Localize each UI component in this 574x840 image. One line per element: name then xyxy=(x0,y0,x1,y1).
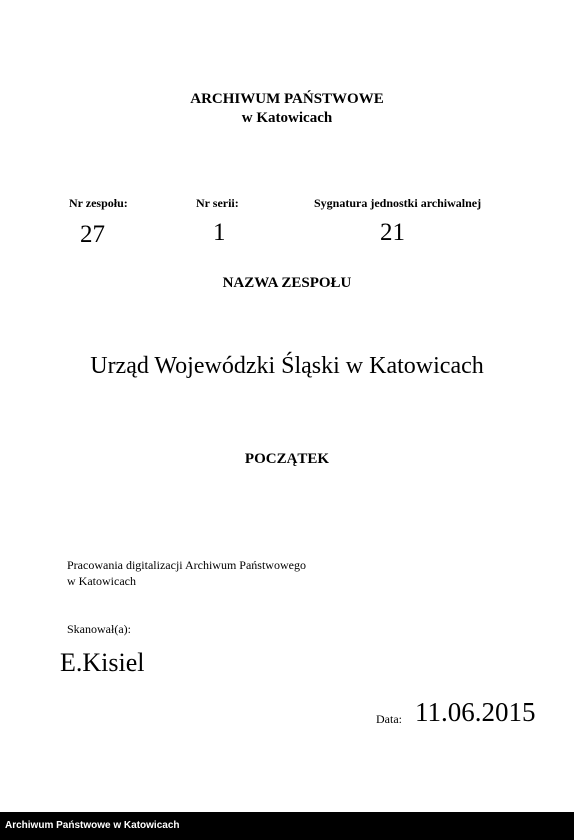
series-number-label: Nr serii: xyxy=(196,196,239,210)
scan-date: 11.06.2015 xyxy=(415,697,536,727)
fonds-number: 27 xyxy=(80,221,105,248)
fonds-name: Urząd Wojewódzki Śląski w Katowicach xyxy=(90,353,484,379)
signature-value: 21 xyxy=(380,219,405,246)
fonds-number-label: Nr zespołu: xyxy=(69,196,128,210)
section-marker: POCZĄTEK xyxy=(244,451,330,467)
scanned-by-name: E.Kisiel xyxy=(60,648,145,677)
footer-text: Archiwum Państwowe w Katowicach xyxy=(5,820,180,831)
signature-label: Sygnatura jednostki archiwalnej xyxy=(314,196,482,210)
footer-bar xyxy=(0,812,574,840)
series-number: 1 xyxy=(213,219,226,246)
scanned-by-label: Skanował(a): xyxy=(67,622,131,636)
fonds-name-header: NAZWA ZESPOŁU xyxy=(222,275,352,291)
workshop-line-1: Pracowania digitalizacji Archiwum Państwowego xyxy=(67,558,306,572)
archive-city: w Katowicach xyxy=(241,110,333,126)
archive-name: ARCHIWUM PAŃSTWOWE xyxy=(190,91,384,107)
workshop-line-2: w Katowicach xyxy=(67,574,136,588)
date-label: Data: xyxy=(376,712,402,726)
